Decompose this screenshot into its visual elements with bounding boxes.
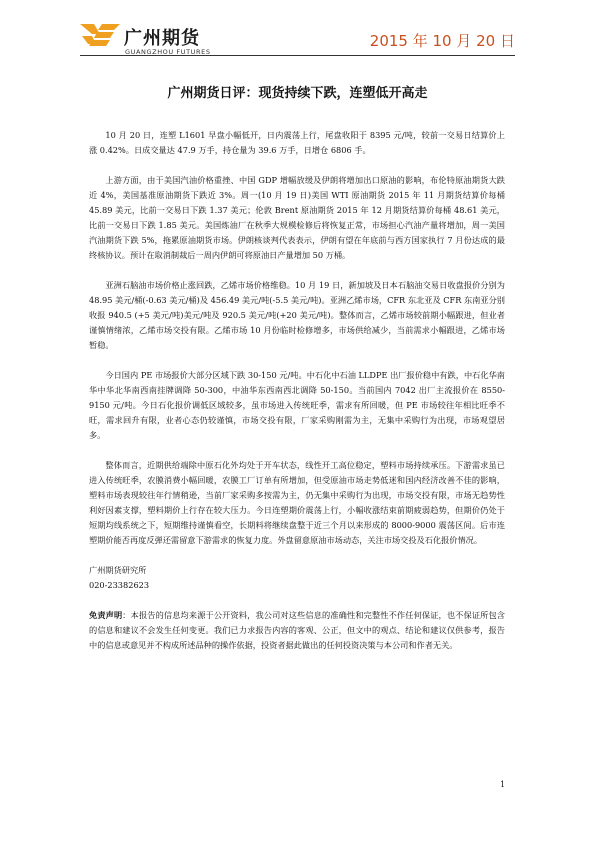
disclaimer bbox=[89, 608, 505, 653]
contact-phone: 020-23382623 bbox=[89, 580, 150, 590]
research-institute: 广州期货研究所 bbox=[89, 565, 147, 575]
paragraph-market-summary: 10 月 20 日，连塑 L1601 早盘小幅低开，日内震荡上行，尾盘收阳于 8395 元/吨，较前一交易日结算价上涨 0.42%。日成交量达 47.9 万手，持仓量为 39.6 万手，日增仓 6806 手。 bbox=[89, 130, 505, 155]
paragraph-domestic-pe: 今日国内 PE 市场报价大部分区域下跌 30-150 元/吨。中石化中石油 LLDPE 出厂报价稳中有跌，中石化华南华中华北华南西南挂牌调降 50-300，中油华东西南西北调降 50-150。当前国内 7042 出厂主流报价在 8550-9150 元/吨。今日石化报价调低区域较多，虽市场进入传统旺季，需求有所回暖，但 PE 市场较往年相比旺季不旺，需求回升有限，业者心态仍较谨慎，市场交投有限，厂家采购刚需为主，无集中采购行为出现，市场观望居多。 bbox=[89, 370, 505, 440]
company-name-en: GUANGZHOU FUTURES bbox=[125, 48, 211, 56]
disclaimer-text: ：本报告的信息均来源于公开资料，我公司对这些信息的准确性和完整性不作任何保证，也不保证所包含的信息和建议不会发生任何变更。我们已力求报告内容的客观、公正，但文中的观点、结论和建议仅供参考，报告中的信息或意见并不构成所述品种的操作依据，投资者据此做出的任何投资决策与本公司和作者无关。 bbox=[89, 610, 505, 650]
page-number: 1 bbox=[500, 780, 506, 789]
report-title: 广州期货日评：现货持续下跌，连塑低开高走 bbox=[167, 86, 428, 101]
gzf-logo-icon bbox=[80, 20, 120, 50]
report-body bbox=[89, 128, 505, 653]
company-name-cn: 广州期货 bbox=[124, 28, 200, 49]
paragraph-naphtha-ethylene: 亚洲石脑油市场价格止涨回跌，乙烯市场价格维稳。10 月 19 日，新加坡及日本石脑油交易日收盘报价分别为 48.95 美元/桶(-0.63 美元/桶)及 456.49 美元/吨(-5.5 美元/吨)。亚洲乙烯市场，CFR 东北亚及 CFR 东南亚分别收报 940.5 (+5 美元/吨)美元/吨及 920.5 美元/吨(+20 美元/吨)。整体而言，乙烯市场较前期小幅跟进，但业者谨慎情绪浓，乙烯市场交投有限。乙烯市场 10 月份临时检修增多，市场供给减少，当前需求小幅跟进，乙烯市场暂稳。 bbox=[89, 280, 505, 350]
report-date: 2015 年 10 月 20 日 bbox=[369, 32, 515, 50]
disclaimer-label: 免责声明 bbox=[89, 610, 123, 620]
company-logo bbox=[80, 18, 280, 60]
header-rule bbox=[80, 55, 515, 56]
signature-block bbox=[89, 563, 505, 593]
paragraph-upstream-crude: 上游方面，由于美国汽油价格重挫、中国 GDP 增幅放缓及伊朗将增加出口原油的影响，布伦特原油期货大跌近 4%，美国基准原油期货下跌近 3%。周一(10 月 19 日)美国 WTI 原油期货 2015 年 11 月期货结算价每桶 45.89 美元，比前一交易日下跌 1.37 美元；伦敦 Brent 原油期货 2015 年 12 月期货结算价每桶 48.61 美元，比前一交易日下跌 1.85 美元。美国炼油厂在秋季大规模检修后将恢复正常，市场担心汽油产量将增加，周一美国汽油期货下跌 5%，拖累原油期货市场。伊朗核谈判代表表示，伊朗有望在年底前与西方国家执行 7 月份达成的最终核协议。预计在取消制裁后一周内伊朗可将原油日产量增加 50 万桶。 bbox=[89, 175, 505, 260]
paragraph-conclusion: 整体而言，近期供给端除中原石化外均处于开车状态，线性开工高位稳定，塑料市场持续承压。下游需求虽已进入传统旺季，农膜消费小幅回暖，农膜工厂订单有所增加，但受原油市场走势低迷和国内经济改善不佳的影响，塑料市场表现较往年行情稍逊，当前厂家采购多按需为主，仍无集中采购行为出现，市场交投有限，市场无趋势性利好因素支撑，塑料期价上行存在较大压力。今日连塑期价震荡上行，小幅收涨结束前期疲弱趋势，但期价仍处于短期均线系统之下，短期维持谨慎看空，长期料将继续盘整于近三个月以来形成的 8000-9000 震荡区间。后市连塑期价能否再度反弹还需留意下游需求的恢复力度。外盘留意原油市场动态，关注市场交投及石化报价情况。 bbox=[89, 460, 505, 545]
